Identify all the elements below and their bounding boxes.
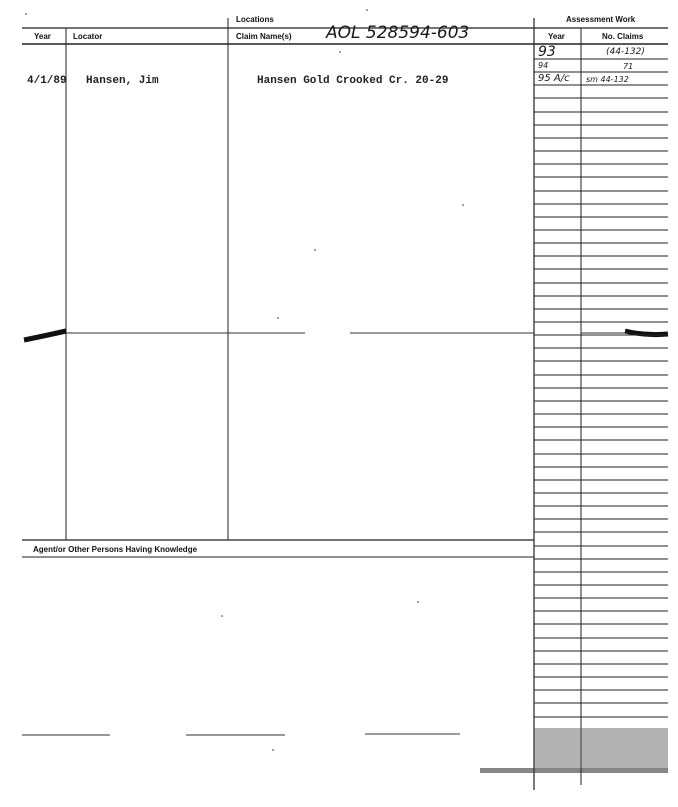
aw-claims-1: (44-132) (606, 47, 645, 57)
aw-year-2: 94 (538, 61, 549, 70)
locations-header: Locations (236, 15, 274, 24)
entry-locator: Hansen, Jim (86, 75, 159, 87)
assessment-header: Assessment Work (566, 15, 636, 24)
entry-claim-name: Hansen Gold Crooked Cr. 20-29 (257, 75, 449, 87)
aw-claims-2: 71 (623, 62, 634, 71)
aw-year-1: 93 (538, 44, 556, 60)
no-claims-column-header: No. Claims (602, 32, 644, 41)
serial-number-handwritten: AOL 528594-603 (326, 23, 470, 43)
aw-year-3: 95 A/c (538, 73, 570, 84)
year-column-header: Year (34, 32, 51, 41)
entry-year: 4/1/89 (27, 75, 67, 87)
aw-year-column-header: Year (548, 32, 565, 41)
agent-header: Agent/or Other Persons Having Knowledge (33, 545, 198, 554)
aw-claims-3: sm 44-132 (586, 75, 629, 84)
claim-names-column-header: Claim Name(s) (236, 32, 292, 41)
locator-column-header: Locator (73, 32, 103, 41)
